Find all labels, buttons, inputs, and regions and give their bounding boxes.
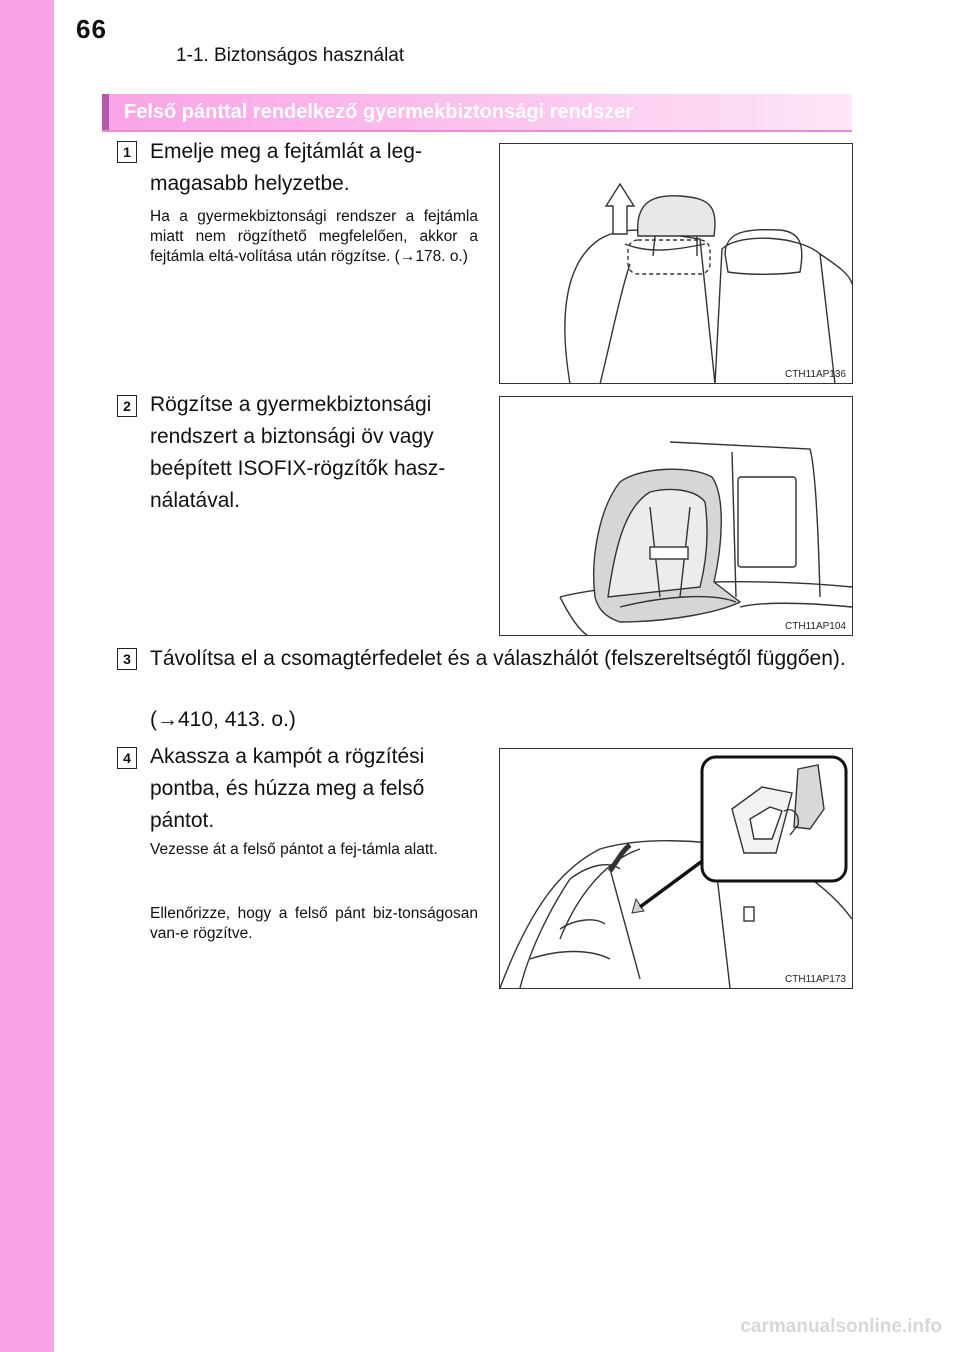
step-4-line-1: Akassza a kampót a rögzítési [150, 745, 425, 768]
step-4-note-1: Vezesse át a felső pántot a fej-támla alatt. [150, 841, 438, 858]
section-header [102, 94, 852, 132]
step-1-instruction [150, 136, 490, 200]
watermark-text: carmanualsonline.info [740, 1316, 942, 1337]
step-2-line-1: Rögzítse a gyermekbiztonsági [150, 393, 432, 416]
step-2-instruction [150, 389, 490, 517]
step-4-line-2: pontba, és húzza meg a felső [150, 777, 425, 800]
step-number-2: 2 [117, 395, 137, 417]
step-2-line-4: nálatával. [150, 489, 240, 512]
step-3-instruction: Távolítsa el a csomagtérfedelet és a válaszhálót (felszereltségtől függően). [150, 647, 846, 670]
figure-child-seat [499, 396, 853, 636]
step-3-reference: (→410, 413. o.) [150, 708, 296, 731]
side-strip [0, 0, 54, 1352]
headrest-illustration [500, 144, 852, 383]
section-header-accent [102, 94, 109, 130]
step-4-line-3: pántot. [150, 809, 215, 832]
step-number-4: 4 [117, 747, 137, 769]
step-1-line-1: Emelje meg a fejtámlát a leg- [150, 140, 422, 163]
step-2-line-2: rendszert a biztonsági öv vagy [150, 425, 434, 448]
step-2-line-3: beépített ISOFIX-rögzítők hasz- [150, 457, 446, 480]
step-1-line-2: magasabb helyzetbe. [150, 172, 350, 195]
step-4-note-2: Ellenőrizze, hogy a felső pánt biz-tonságosan van-e rögzítve. [150, 905, 478, 942]
child-seat-illustration [500, 397, 852, 635]
figure-headrest [499, 143, 853, 384]
section-header-text: Felső pánttal rendelkező gyermekbiztonsági rendszer [124, 101, 634, 123]
figure-top-strap [499, 748, 853, 989]
step-number-1: 1 [117, 141, 137, 163]
figure-code-1: CTH11AP136 [785, 369, 846, 380]
figure-code-4: CTH11AP173 [785, 974, 846, 985]
top-strap-illustration [500, 749, 852, 988]
step-4-instruction [150, 741, 490, 837]
page-number: 66 [76, 14, 107, 44]
step-number-3: 3 [117, 648, 137, 670]
section-title: 1-1. Biztonságos használat [176, 45, 405, 66]
step-1-note: Ha a gyermekbiztonsági rendszer a fejtámla miatt nem rögzíthető megfelelően, akkor a fejtámla eltá-volítása után rögzítse. (→178. o.) [150, 208, 478, 265]
figure-code-2: CTH11AP104 [785, 621, 846, 632]
